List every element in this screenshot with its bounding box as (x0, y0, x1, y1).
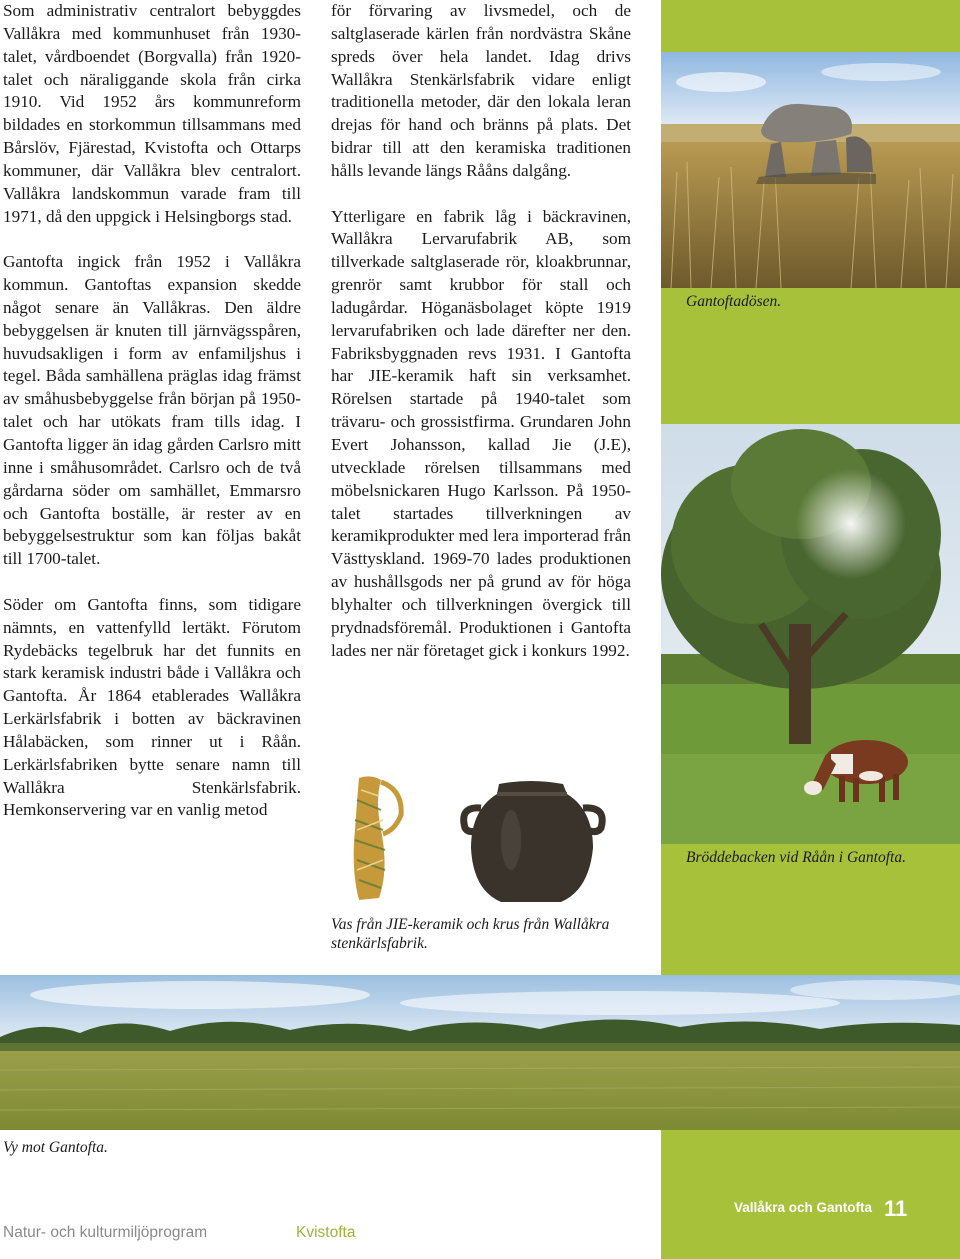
footer-section-name: Kvistofta (296, 1224, 356, 1241)
footer-chapter-title: Vallåkra och Gantofta (734, 1200, 873, 1215)
caption-tree-cow: Bröddebacken vid Råån i Gantofta. (686, 849, 906, 866)
footer-program-title: Natur- och kulturmiljöprogram (3, 1224, 208, 1241)
footer-green-panel (661, 1130, 960, 1259)
paragraph: Söder om Gantofta finns, som tidigare nämnts, en vattenfylld lertäkt. Förutom Rydebäcks tegelbruk har det funnits en stark keramisk industri både i Vallåkra och Gantofta. År 1864 etablerades Wallåkra Lerkärlsfabrik i botten av bäckravinen Hålabäcken, som rinner ut i Råån. Lerkärlsfabriken bytte senare namn till Wallåkra Stenkärlsfabrik. Hemkonservering var en vanlig metod (3, 594, 301, 820)
text-column-middle (331, 0, 631, 662)
tree-cow-photo (661, 424, 960, 844)
pottery-photo (331, 770, 631, 906)
paragraph: Som administrativ centralort bebyggdes Vallåkra med kommunhuset från 1930-talet, vårdboendet (Borgvalla) från 1920-talet och näraliggande skola från cirka 1910. Vid 1952 års kommunreform bildades en storkommun tillsammans med Bårslöv, Fjärestad, Kvistofta och Ottarps kommuner, där Vallåkra blev centralort. Vallåkra landskommun varade fram till 1971, då den uppgick i Helsingborgs stad. (3, 1, 301, 226)
paragraph: Ytterligare en fabrik låg i bäckravinen, Wallåkra Lervarufabrik AB, som tillverkade saltglaserade rör, kloakbrunnar, grenrör samt krubbor för stall och ladugårdar. Höganäsbolaget köpte 1919 lervarufabriken och lade därefter ner den. Fabriksbyggnaden revs 1931. I Gantofta har JIE-keramik haft sin verksamhet. Rörelsen startade på 1940-talet som trävaru- och grossistfirma. Grundaren John Evert Johansson, kallad Jie (J.E), utvecklade rörelsen tillsammans med möbelsnickaren Hugo Karlsson. På 1950-talet startades tillverkningen av keramikprodukter med lera importerad från Västtyskland. 1969-70 lades produktionen av hushållsgods ner på grund av för höga blyhalter och tillverkningen övergick till prydnadsföremål. Produktionen i Gantofta lades ner när företaget gick i konkurs 1992. (331, 206, 631, 660)
caption-dolmen: Gantoftadösen. (686, 293, 782, 310)
page-number: 11 (884, 1196, 908, 1221)
caption-pottery: Vas från JIE-keramik och krus från Wallåkra stenkärlsfabrik. (331, 916, 610, 952)
caption-panorama: Vy mot Gantofta. (3, 1139, 108, 1156)
paragraph: Gantofta ingick från 1952 i Vallåkra kommun. Gantoftas expansion skedde något senare än Vallåkras. Den äldre bebyggelsen är knuten till järnvägsspåren, huvudsakligen i form av enfamiljshus i tegel. Båda samhällena präglas idag främst av småhusbebyggelse från början på 1950-talet och har utökats fram tills idag. I Gantofta ligger än idag gården Carlsro mitt inne i småhusområdet. Carlsro och de två gårdarna söder om samhället, Emmarsro och Gantofta boställe, är rester av en bebyggelsestruktur som kan följas bakåt till 1700-talet. (3, 252, 301, 569)
text-column-left (3, 0, 301, 822)
panorama-photo (0, 975, 960, 1130)
paragraph: för förvaring av livsmedel, och de saltglaserade kärlen från nordvästra Skåne spreds över hela landet. Idag drivs Wallåkra Stenkärlsfabrik vidare enligt traditionella metoder, där den lokala leran drejas för hand och bränns på plats. Det bidrar till att den keramiska traditionen hålls levande längs Rååns dalgång. (331, 1, 631, 180)
dolmen-photo (661, 52, 960, 288)
